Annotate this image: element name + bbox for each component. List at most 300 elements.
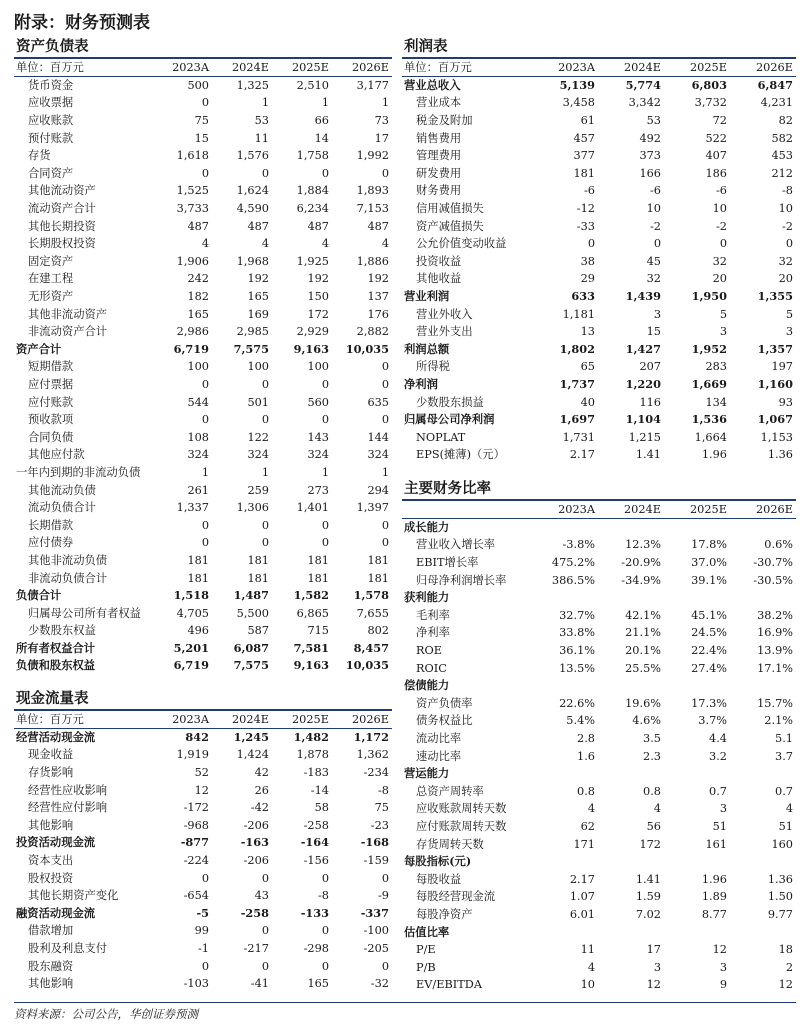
cell-value: 1,576 xyxy=(236,149,269,163)
cell-value: 2.1% xyxy=(764,714,793,728)
cell-value: 16.9% xyxy=(757,626,793,640)
cell-value: 72 xyxy=(712,114,727,128)
cell-value: 12 xyxy=(712,943,727,957)
cell-value: -1 xyxy=(197,942,209,956)
cell-value: 36.1% xyxy=(559,644,595,658)
table-row xyxy=(14,569,392,587)
table-row xyxy=(402,906,796,924)
row-label: 所得税 xyxy=(416,360,450,374)
cell-value xyxy=(664,677,730,695)
group-row xyxy=(402,519,796,537)
cell-value: 6,865 xyxy=(296,606,329,620)
cell-value: -30.5% xyxy=(753,573,793,587)
table-row xyxy=(402,571,796,589)
cell-value: 1.41 xyxy=(635,448,661,462)
table-row xyxy=(14,957,392,975)
year-header: 2023A xyxy=(532,501,598,519)
cell-value: -30.7% xyxy=(753,556,793,570)
cell-value: 544 xyxy=(187,395,209,409)
cell-value: 15 xyxy=(194,131,209,145)
cell-value: -100 xyxy=(363,924,389,938)
table-row xyxy=(14,534,392,552)
cell-value: 0 xyxy=(201,377,209,391)
cell-value: 1,536 xyxy=(691,412,727,427)
source-footnote: 资料来源：公司公告，华创证券预测 xyxy=(14,1002,796,1022)
cell-value: 501 xyxy=(247,395,269,409)
cell-value: 1,104 xyxy=(625,412,661,427)
table-row xyxy=(14,182,392,200)
cell-value: -337 xyxy=(360,905,389,920)
row-label: 每股收益 xyxy=(416,872,462,886)
cell-value: 5,139 xyxy=(559,78,595,93)
table-row xyxy=(14,165,392,183)
cell-value: 5.4% xyxy=(566,714,595,728)
cell-value xyxy=(664,519,730,537)
cell-value: 1,737 xyxy=(559,376,595,391)
cell-value: 3 xyxy=(719,960,727,974)
table-row xyxy=(402,112,796,130)
year-header: 2025E xyxy=(272,711,332,729)
row-label: 一年内到期的非流动负债 xyxy=(16,465,141,479)
table-row xyxy=(402,800,796,818)
row-label: 存货影响 xyxy=(28,766,74,780)
balance-sheet-section xyxy=(14,38,392,675)
cell-value: 53 xyxy=(254,114,269,128)
table-row xyxy=(402,165,796,183)
cell-value: 1,884 xyxy=(296,184,329,198)
cell-value xyxy=(532,589,598,607)
cell-value: 377 xyxy=(573,149,595,163)
cell-value: 18 xyxy=(778,943,793,957)
table-header-row xyxy=(14,59,392,77)
row-label: 信用减值损失 xyxy=(416,202,484,216)
cell-value: 1.96 xyxy=(701,872,727,886)
cell-value: 134 xyxy=(705,395,727,409)
cell-value: 2.17 xyxy=(569,872,595,886)
cell-value: 0.8 xyxy=(643,784,661,798)
cell-value: 15 xyxy=(646,325,661,339)
cell-value: 166 xyxy=(639,166,661,180)
cell-value: -168 xyxy=(360,835,389,850)
row-label: 少数股东权益 xyxy=(28,624,96,638)
table-row xyxy=(14,235,392,253)
cell-value: 560 xyxy=(307,395,329,409)
row-label: 速动比率 xyxy=(416,749,462,763)
row-label: 归属母公司所有者权益 xyxy=(28,606,141,620)
table-row xyxy=(402,323,796,341)
cell-value: 1,355 xyxy=(757,289,793,304)
cell-value: 51 xyxy=(712,819,727,833)
cell-value: 17.1% xyxy=(757,661,793,675)
cell-value: 1,357 xyxy=(757,341,793,356)
cell-value: -3.8% xyxy=(562,538,595,552)
cell-value: 0 xyxy=(321,518,329,532)
cell-value: 6,719 xyxy=(173,341,209,356)
year-header: 2026E xyxy=(332,711,392,729)
cell-value xyxy=(664,853,730,871)
table-row xyxy=(14,288,392,306)
row-label: P/E xyxy=(416,943,436,957)
cell-value: 12.3% xyxy=(625,538,661,552)
row-label: 投资活动现金流 xyxy=(16,835,96,850)
cell-value: 42.1% xyxy=(625,608,661,622)
cell-value: 32 xyxy=(646,272,661,286)
row-label: 其他长期资产变化 xyxy=(28,889,119,903)
cell-value: 186 xyxy=(705,166,727,180)
cell-value: -205 xyxy=(363,942,389,956)
cell-value: 0 xyxy=(587,237,595,251)
cell-value: -298 xyxy=(303,942,329,956)
year-header: 2026E xyxy=(332,59,392,77)
cell-value: -224 xyxy=(183,854,209,868)
cell-value: 212 xyxy=(771,166,793,180)
group-row xyxy=(402,677,796,695)
row-label: 股利及利息支付 xyxy=(28,942,108,956)
cell-value: 75 xyxy=(374,801,389,815)
cell-value: 93 xyxy=(778,395,793,409)
cell-value: 1,878 xyxy=(296,748,329,762)
cell-value xyxy=(730,765,796,783)
cell-value: 65 xyxy=(580,360,595,374)
cell-value: 453 xyxy=(771,149,793,163)
cell-value xyxy=(598,923,664,941)
cell-value: 24.5% xyxy=(691,626,727,640)
cell-value: 3 xyxy=(785,325,793,339)
cell-value: 51 xyxy=(778,819,793,833)
cell-value: 324 xyxy=(367,448,389,462)
table-row xyxy=(14,428,392,446)
cell-value: 261 xyxy=(187,483,209,497)
cell-value: 10,035 xyxy=(345,658,389,673)
table-row xyxy=(402,941,796,959)
table-row xyxy=(402,129,796,147)
cell-value: 635 xyxy=(367,395,389,409)
table-row xyxy=(14,834,392,852)
row-label: 营业外收入 xyxy=(416,307,473,321)
row-label: 资产合计 xyxy=(16,341,62,356)
table-row xyxy=(14,940,392,958)
cell-value: 12 xyxy=(778,978,793,992)
cell-value: -206 xyxy=(243,854,269,868)
cell-value: -5 xyxy=(196,905,209,920)
cell-value: 1.96 xyxy=(701,448,727,462)
cell-value: 1,245 xyxy=(233,730,269,745)
table-row xyxy=(402,958,796,976)
table-row xyxy=(14,499,392,517)
cell-value: 0 xyxy=(719,237,727,251)
cell-value: 150 xyxy=(307,290,329,304)
cell-value: 11 xyxy=(254,131,269,145)
cashflow-title: 现金流量表 xyxy=(14,690,392,711)
row-label: 其他影响 xyxy=(28,818,74,832)
cell-value: 324 xyxy=(307,448,329,462)
cell-value: 1.07 xyxy=(569,890,595,904)
year-header: 2025E xyxy=(664,59,730,77)
cell-value xyxy=(664,923,730,941)
cell-value: 582 xyxy=(771,131,793,145)
cell-value: 487 xyxy=(307,219,329,233)
table-row xyxy=(14,270,392,288)
cell-value: 0 xyxy=(381,377,389,391)
table-row xyxy=(402,94,796,112)
cell-value: 1 xyxy=(261,96,269,110)
row-label: 税金及附加 xyxy=(416,114,473,128)
cell-value: -206 xyxy=(243,818,269,832)
cell-value: 6,719 xyxy=(173,658,209,673)
row-label: 资产负债率 xyxy=(416,696,473,710)
cell-value: 4 xyxy=(653,802,661,816)
row-label: 其他收益 xyxy=(416,272,462,286)
cell-value: 0 xyxy=(201,413,209,427)
row-label: 其他应付款 xyxy=(28,448,85,462)
cell-value: 9.77 xyxy=(767,907,793,921)
cell-value: 386.5% xyxy=(551,573,595,587)
cell-value: 192 xyxy=(247,272,269,286)
row-label: 其他非流动资产 xyxy=(28,307,108,321)
cell-value: 1,578 xyxy=(353,588,389,603)
row-label: 其他非流动负债 xyxy=(28,553,108,567)
cell-value: 492 xyxy=(639,131,661,145)
cell-value: 9,163 xyxy=(293,658,329,673)
cell-value: 6,234 xyxy=(296,202,329,216)
row-label: 债务权益比 xyxy=(416,714,473,728)
cell-value: 165 xyxy=(187,307,209,321)
cell-value: 0.7 xyxy=(775,784,793,798)
cell-value: 143 xyxy=(307,430,329,444)
cell-value: 5.1 xyxy=(775,732,793,746)
cell-value xyxy=(598,589,664,607)
cell-value: 7,575 xyxy=(233,341,269,356)
year-header: 2024E xyxy=(598,59,664,77)
cell-value: 73 xyxy=(374,114,389,128)
cell-value: -23 xyxy=(370,818,389,832)
cell-value: 0 xyxy=(381,413,389,427)
table-row xyxy=(402,870,796,888)
cell-value: 1,401 xyxy=(296,501,329,515)
cell-value: 0.7 xyxy=(709,784,727,798)
table-row xyxy=(14,622,392,640)
cell-value: 0 xyxy=(201,871,209,885)
cell-value: 5,201 xyxy=(173,640,209,655)
row-label: ROIC xyxy=(416,661,447,675)
cell-value: 0 xyxy=(381,518,389,532)
cell-value: 587 xyxy=(247,624,269,638)
row-label: 其他长期投资 xyxy=(28,219,96,233)
year-header: 2024E xyxy=(598,501,664,519)
cell-value: 165 xyxy=(247,290,269,304)
cell-value: 197 xyxy=(771,360,793,374)
cell-value: -159 xyxy=(363,854,389,868)
cell-value: 137 xyxy=(367,290,389,304)
row-label: 所有者权益合计 xyxy=(16,640,96,655)
cell-value: 17.3% xyxy=(691,696,727,710)
cell-value: 496 xyxy=(187,624,209,638)
cell-value: 273 xyxy=(307,483,329,497)
cell-value xyxy=(730,589,796,607)
cell-value: 1,697 xyxy=(559,412,595,427)
table-row xyxy=(14,147,392,165)
cell-value: 500 xyxy=(187,79,209,93)
cell-value: 1,337 xyxy=(176,501,209,515)
table-row xyxy=(402,536,796,554)
cell-value: 165 xyxy=(307,977,329,991)
cell-value: 1 xyxy=(381,465,389,479)
cell-value: 9 xyxy=(719,978,727,992)
cell-value: 283 xyxy=(705,360,727,374)
table-row xyxy=(14,446,392,464)
cell-value: -968 xyxy=(183,818,209,832)
cell-value: 100 xyxy=(247,360,269,374)
cell-value: 1,215 xyxy=(628,430,661,444)
cell-value: 0 xyxy=(381,871,389,885)
balance-sheet-table xyxy=(14,59,392,675)
year-header: 2023A xyxy=(152,711,212,729)
row-label: 股东融资 xyxy=(28,959,74,973)
cell-value: 0 xyxy=(321,924,329,938)
cell-value xyxy=(598,765,664,783)
cell-value: 100 xyxy=(307,360,329,374)
cell-value: 20.1% xyxy=(625,644,661,658)
table-row xyxy=(14,729,392,747)
cell-value xyxy=(730,519,796,537)
page-title: 附录：财务预测表 xyxy=(14,13,150,33)
cell-value: 3 xyxy=(653,307,661,321)
cell-value: -8 xyxy=(377,783,389,797)
cell-value: 1,582 xyxy=(293,588,329,603)
cell-value: 633 xyxy=(571,289,595,304)
group-row xyxy=(402,923,796,941)
cell-value: 2,929 xyxy=(296,325,329,339)
cell-value: 324 xyxy=(247,448,269,462)
row-label: 毛利率 xyxy=(416,608,450,622)
cashflow-section xyxy=(14,690,392,993)
cell-value: 56 xyxy=(646,819,661,833)
cell-value: 4,590 xyxy=(236,202,269,216)
cell-value: 3,458 xyxy=(562,96,595,110)
cell-value: 1,758 xyxy=(296,149,329,163)
cell-value: 522 xyxy=(705,131,727,145)
table-row xyxy=(402,730,796,748)
cell-value: 13.5% xyxy=(559,661,595,675)
cell-value: 2,985 xyxy=(236,325,269,339)
cell-value xyxy=(598,519,664,537)
cell-value: 1 xyxy=(321,465,329,479)
cell-value: 1,160 xyxy=(757,376,793,391)
table-row xyxy=(14,640,392,658)
table-row xyxy=(14,657,392,675)
row-label: 存货 xyxy=(28,149,51,163)
table-row xyxy=(14,887,392,905)
row-label: 营业收入增长率 xyxy=(416,538,496,552)
table-row xyxy=(402,642,796,660)
cell-value: -877 xyxy=(180,835,209,850)
cell-value: 475.2% xyxy=(551,556,595,570)
cell-value: 7.02 xyxy=(635,907,661,921)
row-label: 合同负债 xyxy=(28,430,74,444)
cell-value: 43 xyxy=(254,889,269,903)
cell-value: 1.36 xyxy=(767,448,793,462)
cell-value: 25.5% xyxy=(625,661,661,675)
table-row xyxy=(402,835,796,853)
cell-value: 1,427 xyxy=(625,341,661,356)
cell-value: 0 xyxy=(261,518,269,532)
table-row xyxy=(402,554,796,572)
cell-value xyxy=(730,923,796,941)
cell-value: 8,457 xyxy=(353,640,389,655)
row-label: 预收款项 xyxy=(28,413,74,427)
cell-value: 37.0% xyxy=(691,556,727,570)
table-row xyxy=(14,376,392,394)
cell-value xyxy=(532,765,598,783)
cell-value: 5 xyxy=(719,307,727,321)
cell-value xyxy=(664,765,730,783)
table-row xyxy=(14,217,392,235)
cell-value: -217 xyxy=(243,942,269,956)
cell-value: 172 xyxy=(639,837,661,851)
table-header-row xyxy=(14,711,392,729)
cell-value: 2 xyxy=(785,960,793,974)
cell-value: -6 xyxy=(583,184,595,198)
cell-value: 0 xyxy=(261,924,269,938)
cell-value: 161 xyxy=(705,837,727,851)
cell-value: 1,919 xyxy=(176,748,209,762)
table-row xyxy=(402,288,796,306)
cell-value: 181 xyxy=(187,553,209,567)
cell-value xyxy=(532,923,598,941)
cell-value: 1.36 xyxy=(767,872,793,886)
table-row xyxy=(14,464,392,482)
group-row xyxy=(402,589,796,607)
year-header: 2023A xyxy=(532,59,598,77)
row-label: 每股指标(元) xyxy=(404,854,472,869)
unit-label: 单位：百万元 xyxy=(14,711,152,729)
table-row xyxy=(402,411,796,429)
cell-value: 373 xyxy=(639,149,661,163)
cell-value: 11 xyxy=(580,943,595,957)
cell-value: -41 xyxy=(250,977,269,991)
cell-value: 12 xyxy=(194,783,209,797)
cell-value: 1,172 xyxy=(353,730,389,745)
row-label: 经营活动现金流 xyxy=(16,730,96,745)
table-row xyxy=(402,695,796,713)
cell-value: -32 xyxy=(370,977,389,991)
row-label: 营业总收入 xyxy=(404,78,461,93)
cell-value: 21.1% xyxy=(625,626,661,640)
table-row xyxy=(14,587,392,605)
cell-value: 0 xyxy=(381,360,389,374)
income-table xyxy=(402,59,796,464)
cell-value: 2.3 xyxy=(643,749,661,763)
row-label: 每股净资产 xyxy=(416,907,473,921)
row-label: 经营性应收影响 xyxy=(28,783,108,797)
row-label: 合同资产 xyxy=(28,166,74,180)
cell-value: 7,575 xyxy=(233,658,269,673)
row-label: 少数股东损益 xyxy=(416,395,484,409)
cell-value: 1,153 xyxy=(760,430,793,444)
row-label: 资产减值损失 xyxy=(416,219,484,233)
cell-value: 487 xyxy=(367,219,389,233)
table-row xyxy=(14,94,392,112)
cell-value: 17.8% xyxy=(691,538,727,552)
row-label: 研发费用 xyxy=(416,166,462,180)
cell-value: 181 xyxy=(367,571,389,585)
row-label: 获利能力 xyxy=(404,590,450,605)
row-label: 估值比率 xyxy=(404,924,450,939)
cell-value: 181 xyxy=(247,571,269,585)
table-row xyxy=(14,781,392,799)
cell-value: 52 xyxy=(194,766,209,780)
cell-value: 116 xyxy=(639,395,661,409)
